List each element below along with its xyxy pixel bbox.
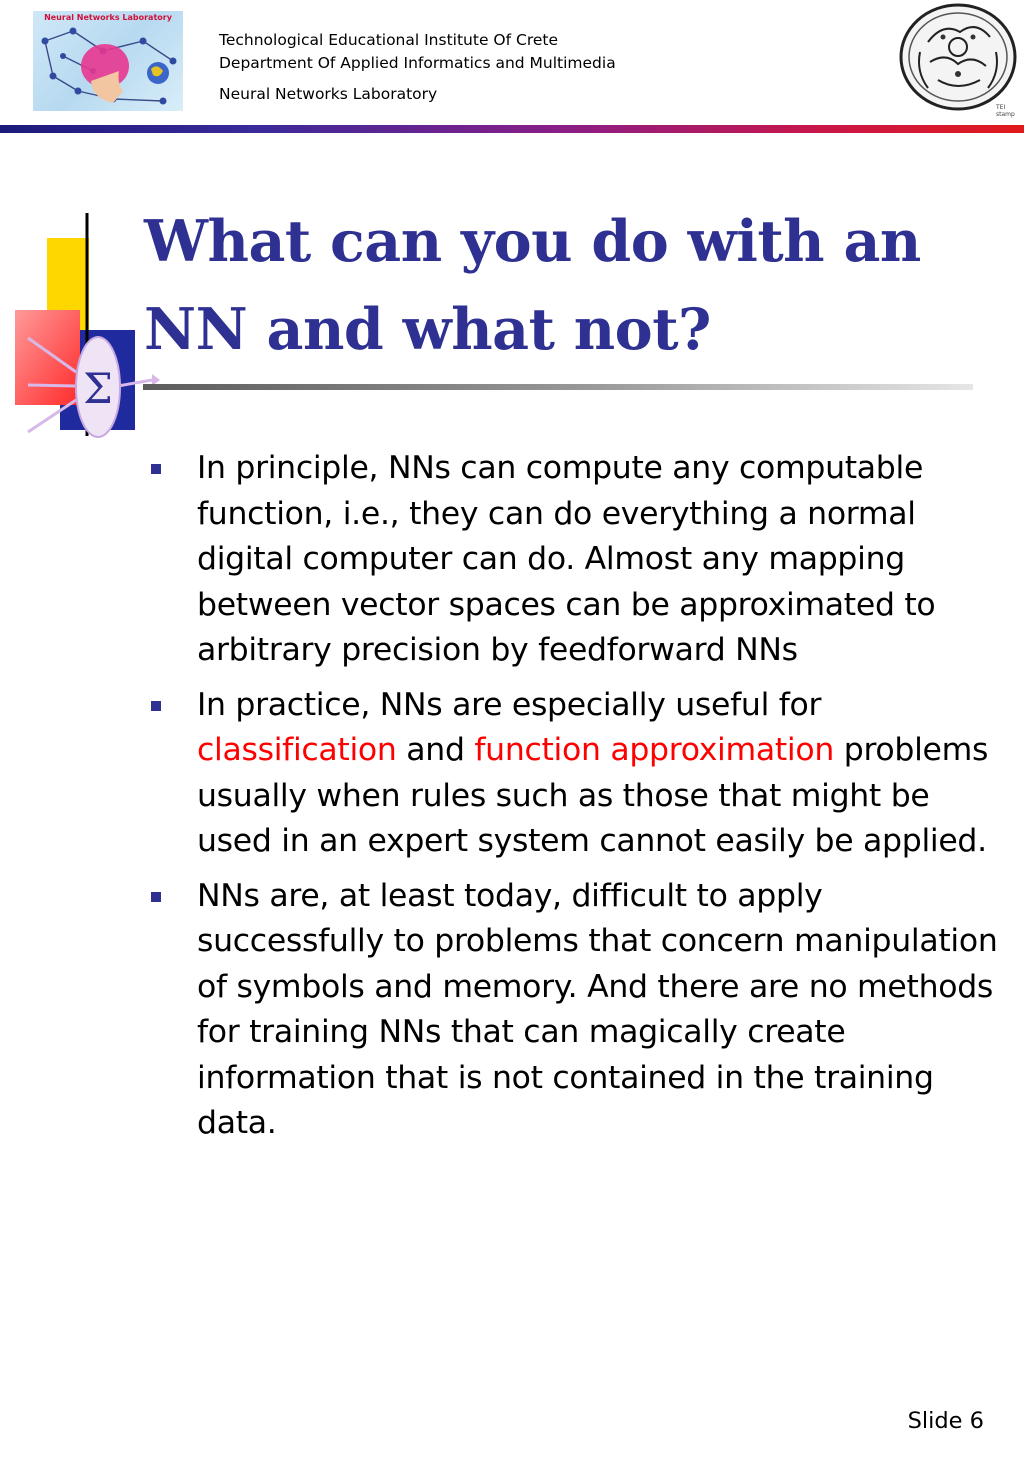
- lab-logo: [33, 11, 183, 111]
- slide-number: Slide 6: [907, 1408, 984, 1434]
- bullet-list: [144, 446, 1004, 1156]
- seal-caption: TEI stamp: [996, 104, 1015, 118]
- bullet-text-part: In practice, NNs are especially useful for: [197, 686, 822, 723]
- bullet-text-part: problems usually when rules such as those that might be used in an expert system cannot easily be applied.: [197, 732, 989, 859]
- bullet-item: [144, 874, 1004, 1147]
- highlight-function-approximation: function approximation: [474, 732, 835, 768]
- header-department: Department Of Applied Informatics and Multimedia: [219, 54, 616, 72]
- slide-title: [144, 198, 1004, 374]
- sigma-neuron-icon: [10, 210, 160, 440]
- bullet-square-icon: [151, 701, 161, 711]
- bullet-text-part: and: [396, 732, 475, 768]
- bullet-text: In principle, NNs can compute any computable function, i.e., they can do everything a normal digital computer can do. Almost any mapping between vector spaces can be approximated to arbitrary precision by feedforward NNs: [197, 450, 936, 668]
- bullet-item: [144, 446, 1004, 674]
- logo-title: Neural Networks Laboratory: [44, 13, 172, 22]
- highlight-classification: classification: [197, 732, 397, 768]
- sigma-symbol: Σ: [83, 364, 113, 413]
- bullet-square-icon: [151, 464, 161, 474]
- header-institute: Technological Educational Institute Of Crete: [219, 31, 558, 49]
- neural-network-logo-icon: [33, 11, 183, 111]
- bullet-text: NNs are, at least today, difficult to apply successfully to problems that concern manipulation of symbols and memory. And there are no methods for training NNs that can magically create information that is not contained in the training data.: [197, 877, 998, 1141]
- title-line-2: NN and what not?: [144, 296, 711, 363]
- header-lab: Neural Networks Laboratory: [219, 85, 438, 103]
- institute-seal-icon: [898, 2, 1022, 114]
- header-divider: [0, 125, 1024, 133]
- bullet-item: [144, 683, 1004, 865]
- bullet-square-icon: [151, 892, 161, 902]
- title-line-1: What can you do with an: [144, 208, 921, 275]
- title-underline: [143, 384, 973, 390]
